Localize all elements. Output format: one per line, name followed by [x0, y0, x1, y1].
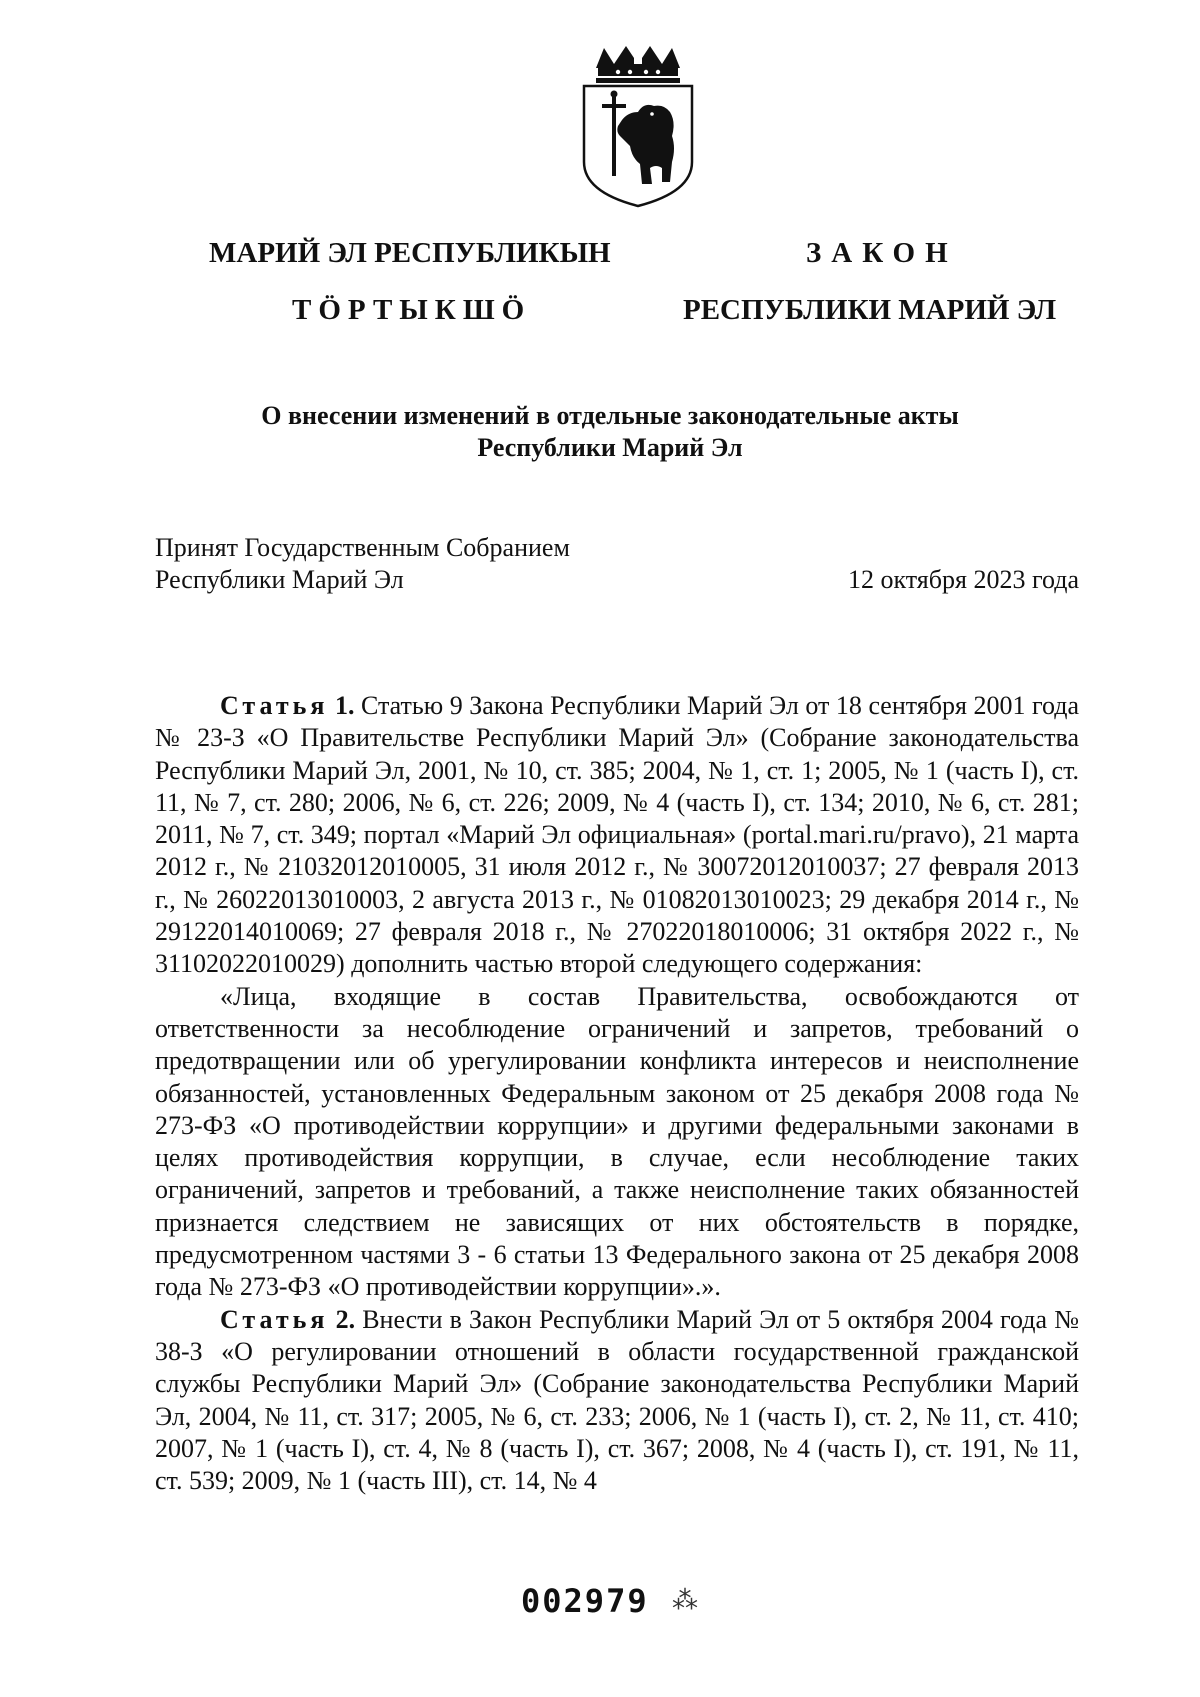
header-left-line2: ТӦРТЫКШӦ — [292, 294, 532, 326]
bear-icon — [617, 105, 674, 184]
serial-number: 002979 — [521, 1582, 649, 1620]
article-1 — [155, 690, 1079, 981]
article-1-text: Статью 9 Закона Республики Марий Эл от 18 сентября 2001 года № 23-З «О Правительстве Республики Марий Эл» (Собрание законодательства Республики Марий Эл, 2001, № 10, ст. 385; 2004, № 1, ст. 1; 2005, № 1 (часть I), ст. 11, № 7, ст. 280; 2006, № 6, ст. 226; 2009, № 4 (часть I), ст. 134; 2010, № 6, ст. 281; 2011, № 7, ст. 349; портал «Марий Эл официальная» (portal.mari.ru/pravo), 21 марта 2012 г., № 21032012010005, 31 июля 2012 г., № 30072012010037; 27 февраля 2013 г., № 26022013010003, 2 августа 2013 г., № 01082013010023; 29 декабря 2014 г., № 29122014010069; 27 февраля 2018 г., № 27022018010006; 31 октября 2022 г., № 31102022010029) дополнить частью второй следующего содержания: — [155, 691, 1080, 979]
serial-mark: ⁂ — [672, 1586, 698, 1616]
article-1-number: 1. — [334, 691, 355, 720]
header-right-line1: ЗАКОН — [806, 237, 958, 269]
law-body — [155, 690, 1079, 1497]
article-2-number: 2. — [335, 1304, 356, 1334]
law-title-line2: Республики Марий Эл — [477, 433, 743, 462]
article-2-label: Статья — [220, 1304, 329, 1334]
adoption-date: 12 октября 2023 года — [848, 565, 1079, 594]
coat-of-arms-icon — [578, 42, 698, 210]
adoption-line2: Республики Марий Эл — [155, 565, 404, 594]
adoption-line1: Принят Государственным Собранием — [155, 533, 570, 562]
article-2-text: Внести в Закон Республики Марий Эл от 5 октября 2004 года № 38-З «О регулировании отношений в области государственной гражданской службы Республики Марий Эл» (Собрание законодательства Республики Марий Эл, 2004, № 11, ст. 317; 2005, № 6, ст. 233; 2006, № 1 (часть I), ст. 2, № 11, ст. 410; 2007, № 1 (часть I), ст. 4, № 8 (часть I), ст. 367; 2008, № 4 (часть I), ст. 191, № 11, ст. 539; 2009, № 1 (часть III), ст. 14, № 4 — [155, 1304, 1080, 1496]
law-title — [150, 400, 1070, 464]
crown-icon — [596, 46, 680, 83]
header-left-line1: МАРИЙ ЭЛ РЕСПУБЛИКЫН — [209, 237, 611, 269]
header-right-line2: РЕСПУБЛИКИ МАРИЙ ЭЛ — [683, 294, 1057, 326]
article-2 — [155, 1304, 1079, 1498]
law-title-line1: О внесении изменений в отдельные законодательные акты — [261, 401, 959, 430]
article-1-quote: «Лица, входящие в состав Правительства, освобождаются от ответственности за несоблюдение ограничений и запретов, требований о предотвращении или об урегулировании конфликта интересов и неисполнение обязанностей, установленных Федеральным законом от 25 декабря 2008 года № 273-ФЗ «О противодействии коррупции» и другими федеральными законами в целях противодействия коррупции, в случае, если несоблюдение таких ограничений, запретов и требований, а также неисполнение таких обязанностей признается следствием не зависящих от них обстоятельств в порядке, предусмотренном частями 3 - 6 статьи 13 Федерального закона от 25 декабря 2008 года № 273-ФЗ «О противодействии коррупции».». — [155, 981, 1079, 1302]
adoption-info — [155, 532, 570, 596]
article-1-label: Статья — [220, 691, 329, 720]
